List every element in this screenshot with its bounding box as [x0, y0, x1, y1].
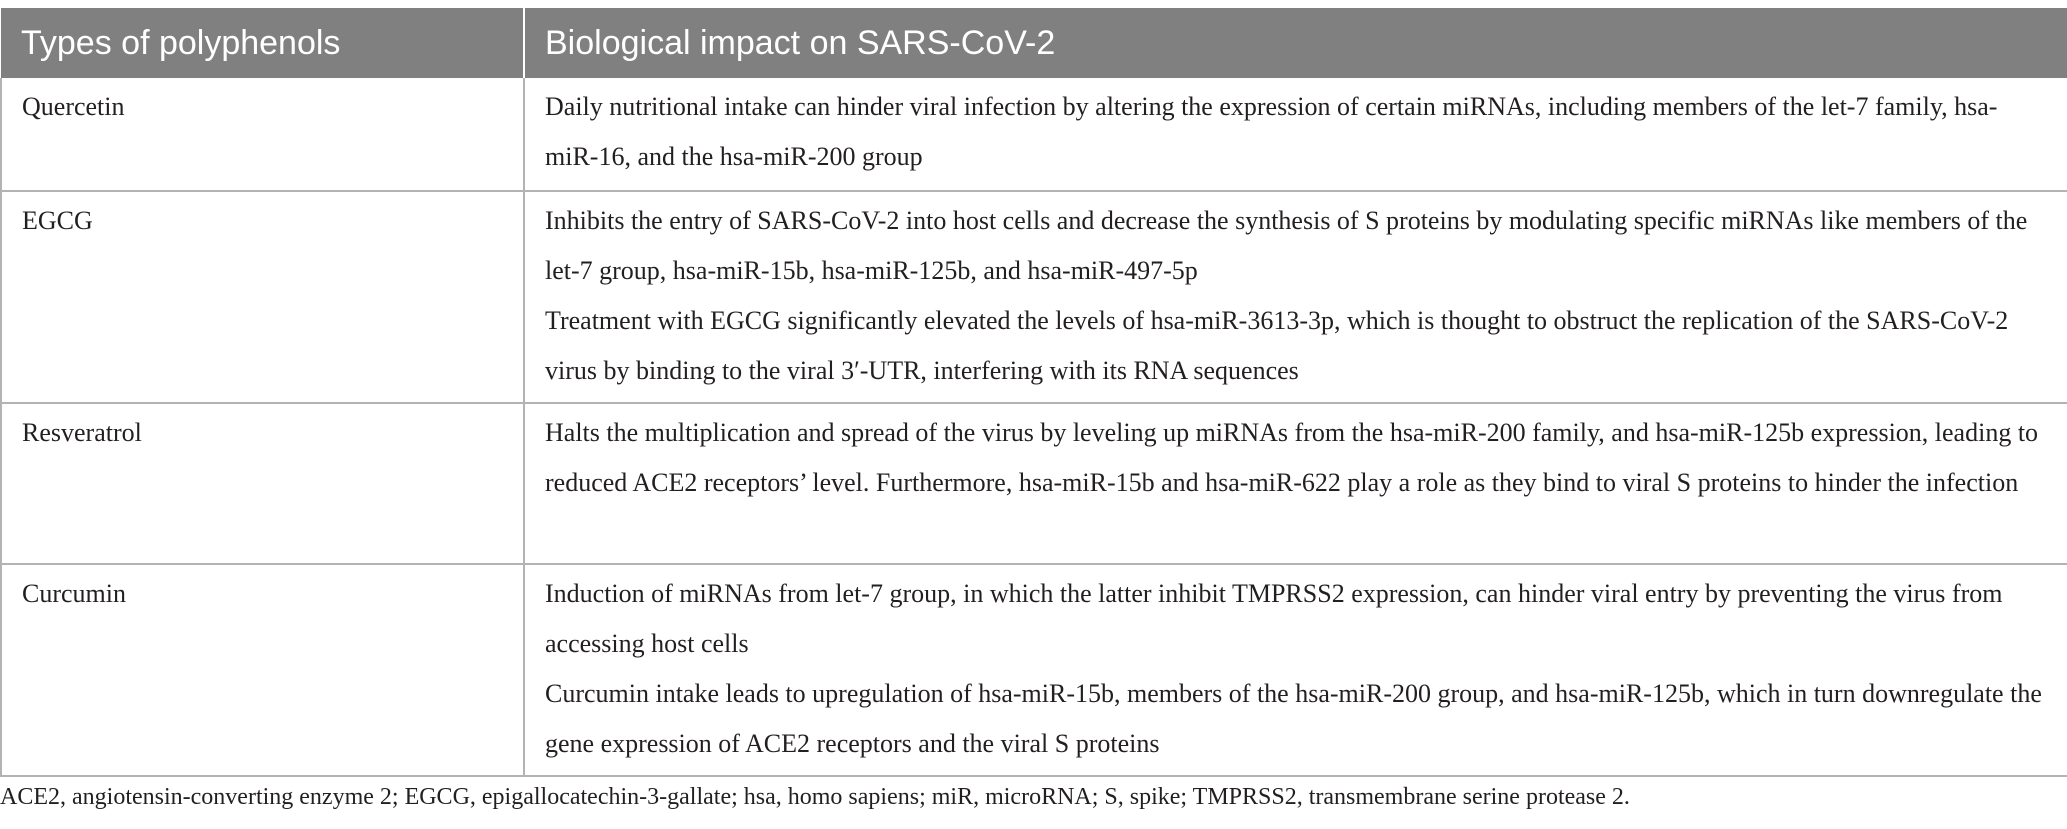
impact-paragraph: Inhibits the entry of SARS-CoV-2 into host cells and decrease the synthesis of S proteins by modulating specific miRNAs like members of the let-7 group, hsa-miR-15b, hsa-miR-125b, and hsa-miR-497-5p [545, 206, 2028, 285]
polyphenol-type-cell: EGCG [1, 191, 524, 403]
column-header-types: Types of polyphenols [1, 8, 524, 78]
table-row [1, 191, 2067, 403]
polyphenol-type-cell: Quercetin [1, 78, 524, 191]
impact-paragraph: Halts the multiplication and spread of the virus by leveling up miRNAs from the hsa-miR-200 family, and hsa-miR-125b expression, leading to reduced ACE2 receptors’ level. Furthermore, hsa-miR-15b and hsa-miR-622 play a role as they bind to viral S proteins to hinder the infection [545, 418, 2039, 497]
impact-cell [524, 78, 2067, 191]
polyphenol-type-cell: Resveratrol [1, 403, 524, 564]
polyphenol-table [0, 8, 2067, 777]
column-header-impact: Biological impact on SARS-CoV-2 [524, 8, 2067, 78]
impact-paragraph: Induction of miRNAs from let-7 group, in which the latter inhibit TMPRSS2 expression, can hinder viral entry by preventing the virus from accessing host cells [545, 579, 2003, 658]
impact-paragraph: Treatment with EGCG significantly elevated the levels of hsa-miR-3613-3p, which is thought to obstruct the replication of the SARS-CoV-2 virus by binding to the viral 3′-UTR, interfering with its RNA sequences [545, 306, 2009, 385]
impact-paragraph: Daily nutritional intake can hinder viral infection by altering the expression of certain miRNAs, including members of the let-7 family, hsa-miR-16, and the hsa-miR-200 group [545, 92, 1998, 171]
impact-paragraph: Curcumin intake leads to upregulation of hsa-miR-15b, members of the hsa-miR-200 group, and hsa-miR-125b, which in turn downregulate the gene expression of ACE2 receptors and the viral S proteins [545, 679, 2042, 758]
table-row [1, 564, 2067, 776]
polyphenol-type-cell: Curcumin [1, 564, 524, 776]
table-footnote: ACE2, angiotensin-converting enzyme 2; EGCG, epigallocatechin-3-gallate; hsa, homo sapiens; miR, microRNA; S, spike; TMPRSS2, transmembrane serine protease 2. [0, 784, 1630, 810]
impact-cell [524, 564, 2067, 776]
header-row [1, 8, 2067, 78]
impact-cell [524, 191, 2067, 403]
polyphenol-table-container [0, 8, 2067, 777]
impact-cell [524, 403, 2067, 564]
table-row [1, 403, 2067, 564]
table-row [1, 78, 2067, 191]
table-header [1, 8, 2067, 78]
table-body [1, 78, 2067, 776]
